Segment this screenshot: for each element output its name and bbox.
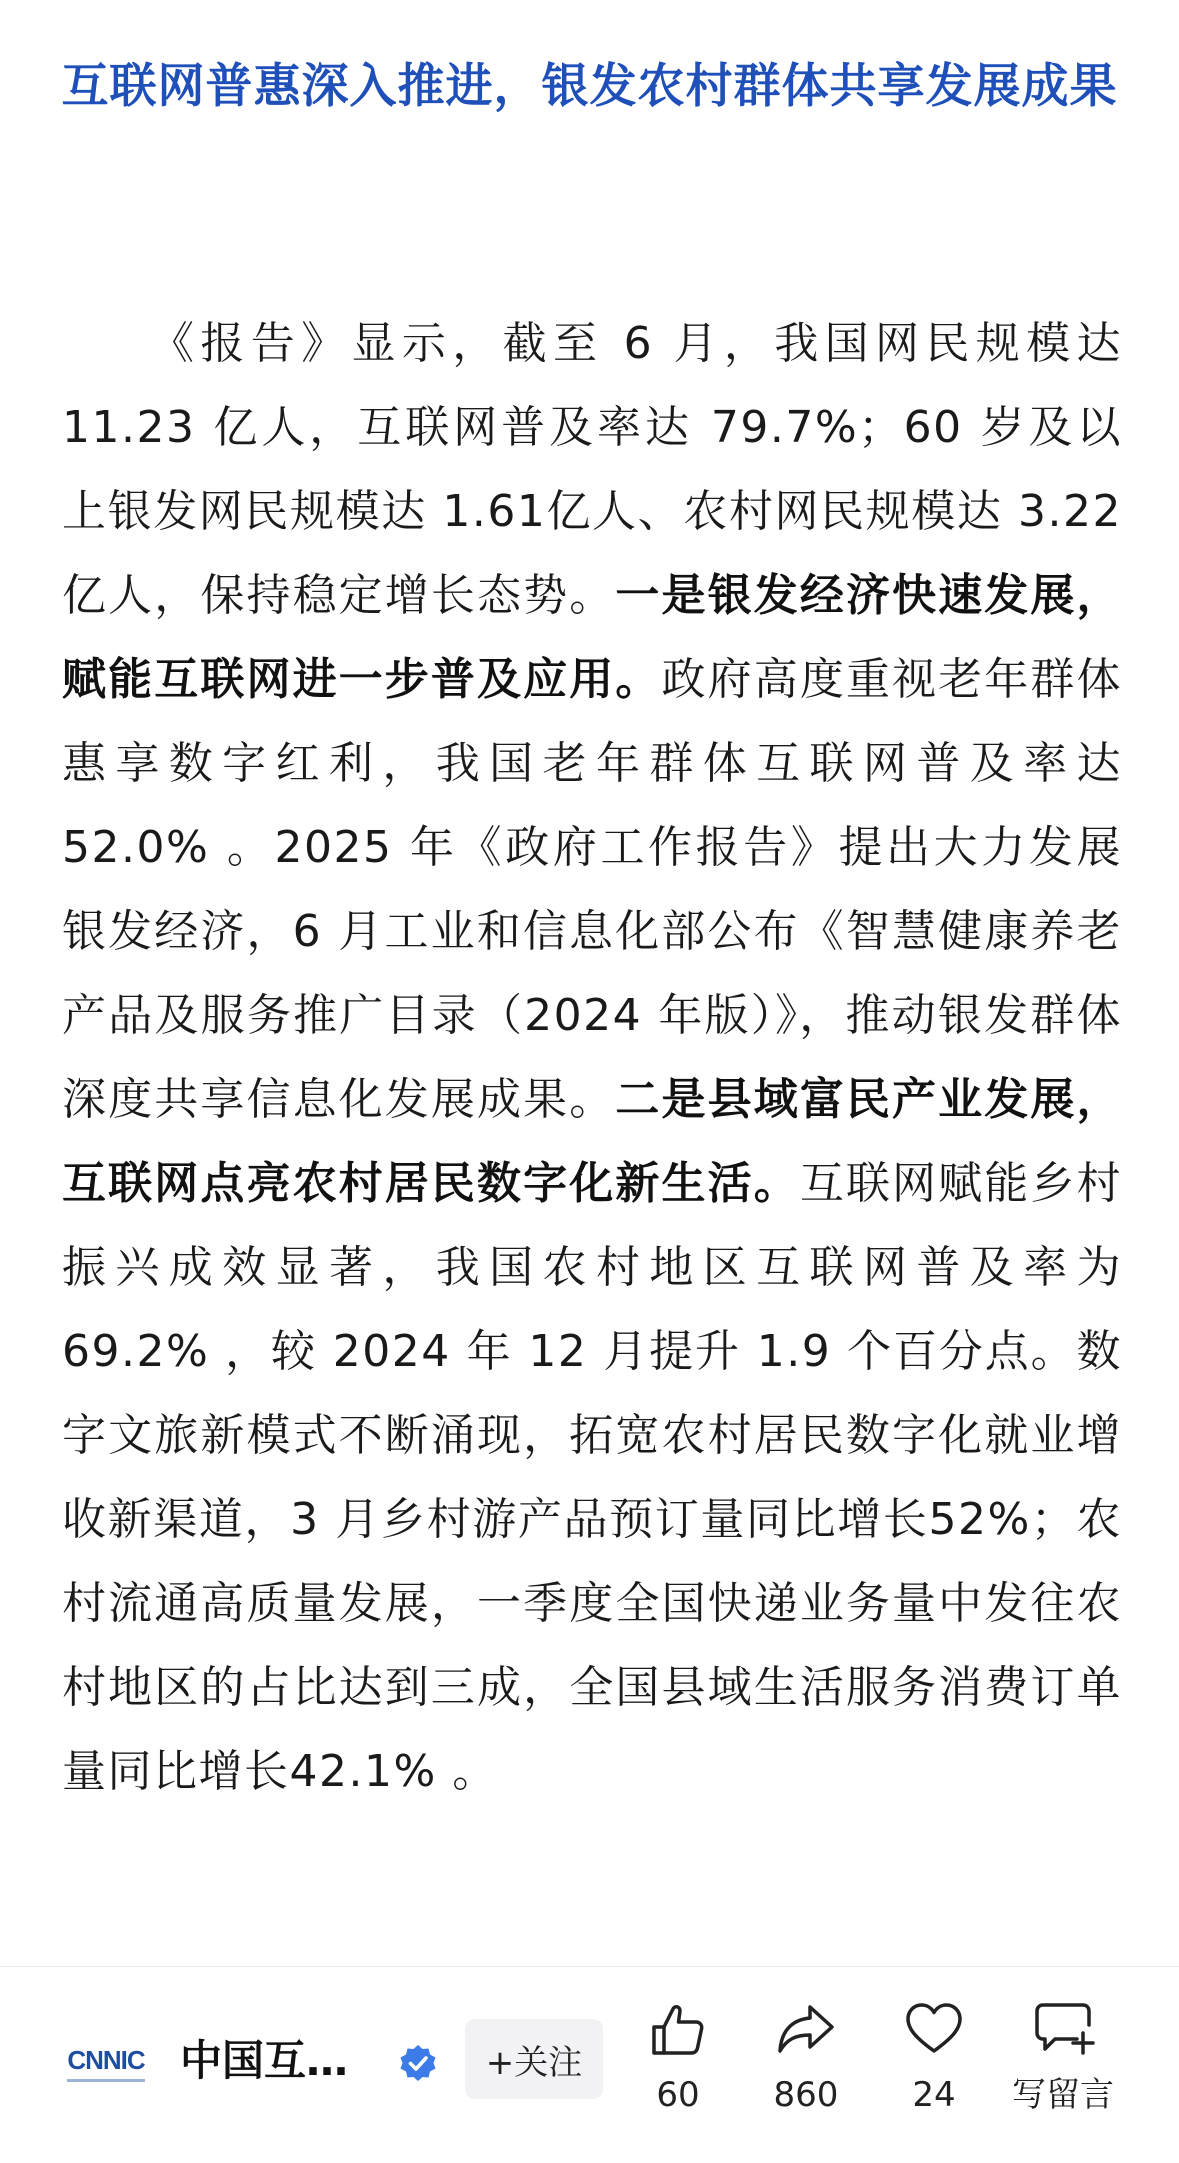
paragraph-text: 政府高度重视老年群体惠享数字红利，我国老年群体互联网普及率达 52.0% 。2025 年《政府工作报告》提出大力发展银发经济，6 月工业和信息化部公布《智慧健康养老产品及服务推广目录（2024 年版）》，推动银发群体深度共享信息化发展成果。	[62, 654, 1123, 1125]
bold-highlight-silver-economy: 一是银发经济快速发展，赋能互联网进一步普及应用。	[62, 570, 1123, 705]
like-count: 60	[656, 2075, 700, 2115]
verified-icon	[398, 2043, 438, 2083]
thumbs-up-icon	[646, 1997, 710, 2061]
share-count: 860	[773, 2075, 839, 2115]
bold-highlight-rural: 二是县域富民产业发展，互联网点亮农村居民数字化新生活。	[62, 1074, 1123, 1209]
follow-button[interactable]: +关注	[465, 2019, 603, 2099]
like-button[interactable]	[623, 1997, 733, 2147]
bottom-action-bar	[0, 1966, 1179, 2163]
favorite-count: 24	[912, 2075, 956, 2115]
share-button[interactable]	[751, 1997, 861, 2147]
account-name[interactable]: 中国互…	[180, 2036, 349, 2085]
logo-text: CNNIC	[67, 2044, 145, 2075]
share-icon	[774, 1997, 838, 2061]
account-logo[interactable]	[66, 2039, 146, 2087]
article-body	[62, 302, 1122, 1814]
favorite-button[interactable]	[879, 1997, 989, 2147]
heart-icon	[902, 1997, 966, 2061]
comment-icon	[1031, 1997, 1095, 2061]
paragraph-text: 互联网赋能乡村振兴成效显著，我国农村地区互联网普及率为 69.2% ，较 2024 年 12 月提升 1.9 个百分点。数字文旅新模式不断涌现，拓宽农村居民数字化就业增收新渠道，3 月乡村游产品预订量同比增长52%；农村流通高质量发展，一季度全国快递业务量中发往农村地区的占比达到三成，全国县域生活服务消费订单量同比增长42.1% 。	[62, 1158, 1123, 1797]
article-title: 互联网普惠深入推进，银发农村群体共享发展成果	[61, 59, 1118, 114]
comment-button[interactable]	[1008, 1997, 1118, 2147]
comment-label: 写留言	[1012, 2075, 1114, 2115]
paragraph-text: 《报告》显示，截至 6 月，我国网民规模达 11.23 亿人，互联网普及率达 79.7%；60 岁及以上银发网民规模达 1.61亿人、农村网民规模达 3.22 亿人，保持稳定增长态势。	[62, 318, 1122, 621]
logo-underline	[67, 2079, 145, 2082]
